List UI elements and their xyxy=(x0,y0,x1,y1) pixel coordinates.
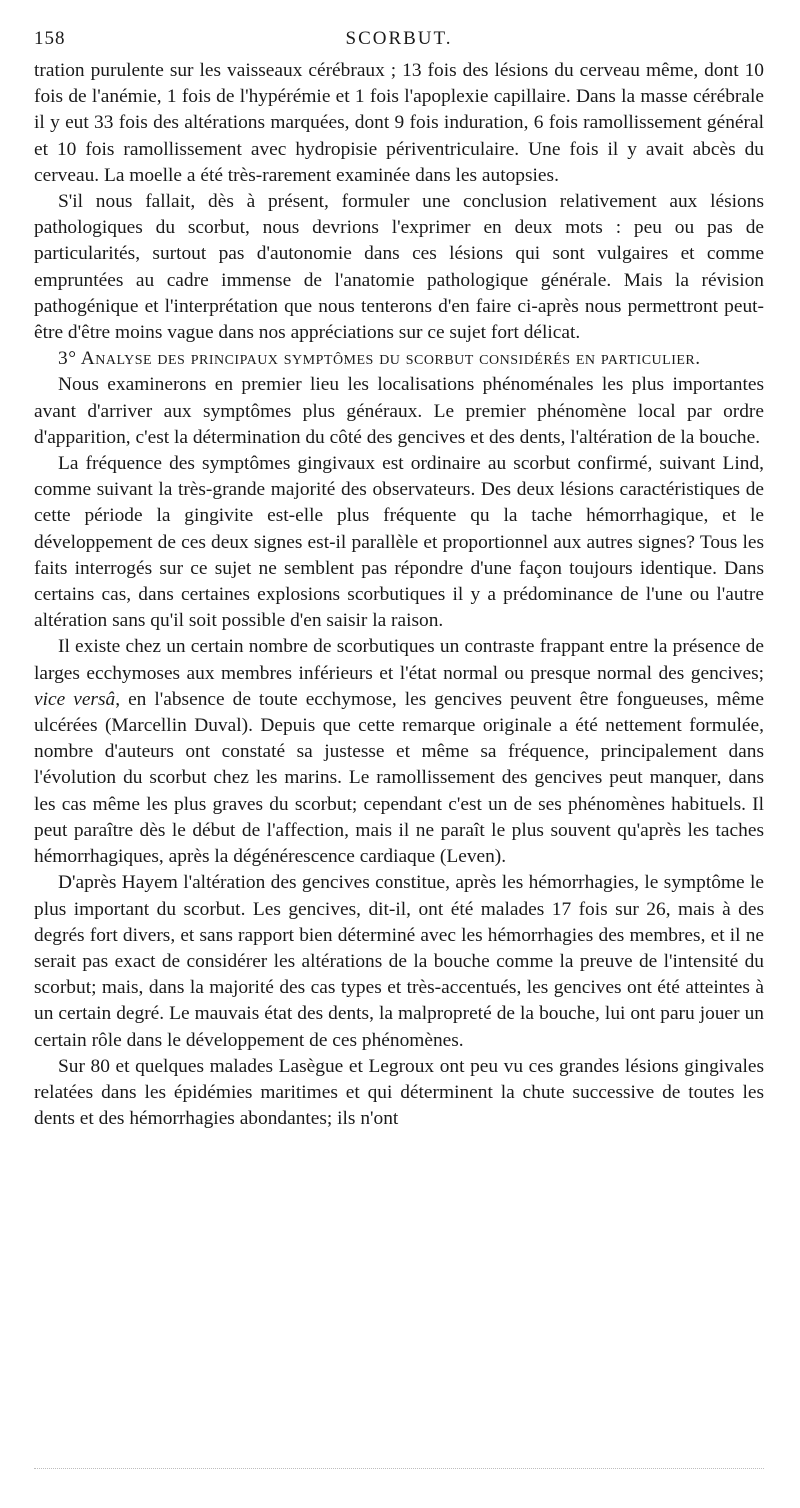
italic-vice-versa: vice versâ xyxy=(34,688,116,710)
page-header xyxy=(34,28,764,58)
section-heading: 3° Analyse des principaux symptômes du scorbut considérés en particulier. xyxy=(58,348,701,370)
paragraph-conclusion: S'il nous fallait, dès à présent, formuler une conclusion relativement aux lésions pathologiques du scorbut, nous devrions l'exprimer en deux mots : peu ou pas de particularités, surtout pas d'autonomie dans ces lésions qui sont vulgaires et comme empruntées au cadre immense de l'anatomie pathologique générale. Mais la révision pathogénique et l'interprétation que nous tenterons d'en faire ci-après nous permettront peut-être d'être moins vague dans nos appréciations sur ce sujet fort délicat. xyxy=(34,191,764,344)
paragraph-contraste-start: Il existe chez un certain nombre de scorbutiques un contraste frappant entre la présence de larges ecchymoses aux membres inférieurs et l'état normal ou presque normal des gencives; xyxy=(34,636,764,684)
paragraph-contraste xyxy=(34,634,764,870)
book-page xyxy=(34,28,764,1132)
paragraph-continuation: tration purulente sur les vaisseaux cérébraux ; 13 fois des lésions du cerveau même, dont 10 fois de l'anémie, 1 fois de l'hypérémie et 1 fois l'apoplexie capillaire. Dans la masse cérébrale il y eut 33 fois des altérations marquées, dont 9 fois induration, 6 fois ramollissement général et 10 fois ramollissement avec hydropisie périventriculaire. Une fois il y avait abcès du cerveau. La moelle a été très-rarement examinée dans les autopsies. xyxy=(34,60,764,186)
running-title: SCORBUT. xyxy=(345,28,453,49)
paragraph-lasegue: Sur 80 et quelques malades Lasègue et Legroux ont peu vu ces grandes lésions gingivales relatées dans les épidémies maritimes et qui déterminent la chute successive de toutes les dents et des hémorrhagies abondantes; ils n'ont xyxy=(34,1055,764,1130)
paragraph-frequence: La fréquence des symptômes gingivaux est ordinaire au scorbut confirmé, suivant Lind, comme suivant la très-grande majorité des observateurs. Des deux lésions caractéristiques de cette période la gingivite est-elle plus fréquente qu la tache hémorrhagique, et le développement de ces deux signes est-il parallèle et proportionnel aux autres signes? Tous les faits interrogés sur ce sujet ne semblent pas répondre d'une façon toujours identique. Dans certains cas, dans certaines explosions scorbutiques il y a prédominance de l'une ou l'autre altération sans qu'il soit possible d'en saisir la raison. xyxy=(34,453,764,632)
body-text xyxy=(34,58,764,1132)
page-number: 158 xyxy=(34,28,66,49)
footer-rule xyxy=(34,1468,764,1469)
paragraph-localisations: Nous examinerons en premier lieu les localisations phénoménales les plus importantes avant d'arriver aux symptômes plus généraux. Le premier phénomène local par ordre d'apparition, c'est la détermination du côté des gencives et des dents, l'altération de la bouche. xyxy=(34,374,764,448)
paragraph-contraste-end: , en l'absence de toute ecchymose, les gencives peuvent être fongueuses, même ulcérées (Marcellin Duval). Depuis que cette remarque originale a été nettement formulée, nombre d'auteurs ont constaté sa justesse et même sa fréquence, principalement dans l'évolution du scorbut chez les marins. Le ramollissement des gencives peut manquer, dans les cas même les plus graves du scorbut; cependant c'est un de ses phénomènes habituels. Il peut paraître dès le début de l'affection, mais il ne paraît le plus souvent qu'après les taches hémorrhagiques, après la dégénérescence cardiaque (Leven). xyxy=(34,688,764,868)
paragraph-hayem: D'après Hayem l'altération des gencives constitue, après les hémorrhagies, le symptôme le plus important du scorbut. Les gencives, dit-il, ont été malades 17 fois sur 26, mais à des degrés fort divers, et sans rapport bien déterminé avec les hémorrhagies des membres, et il ne serait pas exact de considérer les altérations de la bouche comme la preuve de l'intensité du scorbut; mais, dans la majorité des cas types et très-accentués, les gencives ont été atteintes à un certain degré. Le mauvais état des dents, la malpropreté de la bouche, lui ont paru jouer un certain rôle dans le développement de ces phénomènes. xyxy=(34,872,764,1051)
